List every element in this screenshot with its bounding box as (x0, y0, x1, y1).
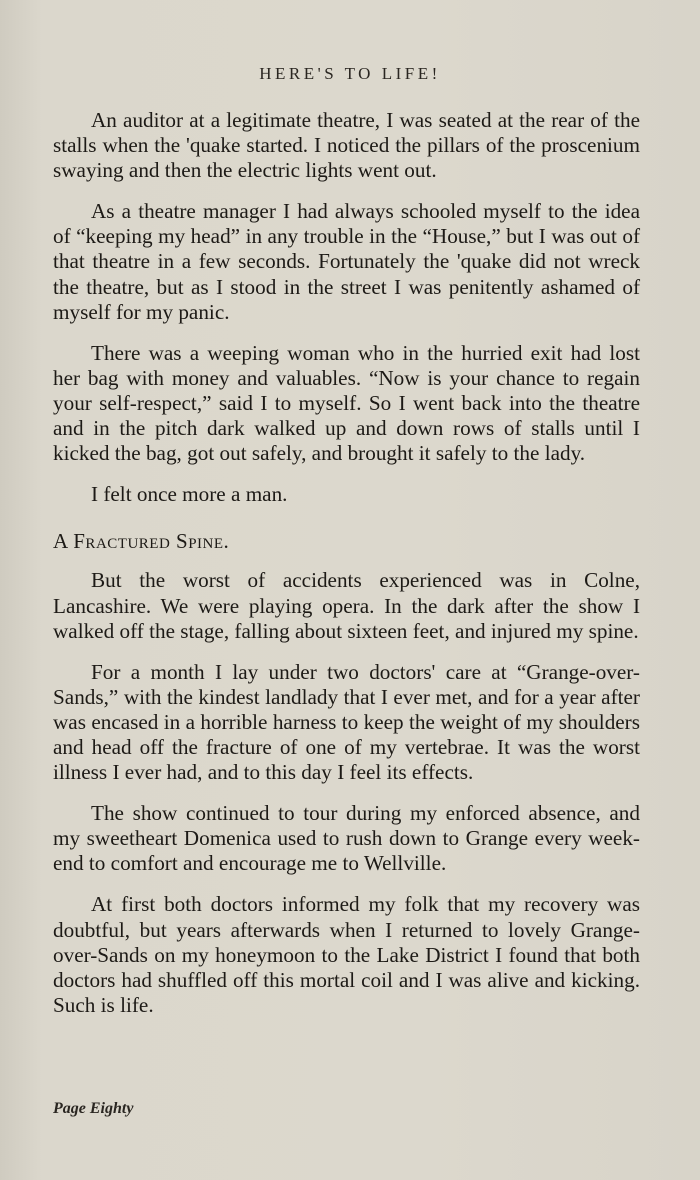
paragraph-keeping-head: As a theatre manager I had always schooled myself to the idea of “keeping my head” in any trouble in the “House,” but I was out of that theatre in a few seconds. Fortunately the 'quake did not wreck the theatre, but as I stood in the street I was penitently ashamed of myself for my panic. (53, 199, 640, 324)
page-number: Page Eighty (53, 1100, 134, 1117)
section-heading: A Fractured Spine. (53, 529, 230, 554)
paragraph-weeping-woman: There was a weeping woman who in the hurried exit had lost her bag with money and valuables. “Now is your chance to regain your self-respect,” said I to myself. So I went back into the theatre and in the pitch dark walked up and down rows of stalls until I kicked the bag, got out safely, and brought it safely to the lady. (53, 340, 640, 466)
paragraph-felt-a-man: I felt once more a man. (91, 482, 288, 507)
paragraph-grange-over-sands: For a month I lay under two doctors' care at “Grange-over-Sands,” with the kindest landlady that I ever met, and for a year after was encased in a horrible harness to keep the weight of my shoulders and head off the fracture of one of my vertebrae. It was the worst illness I ever had, and to this day I feel its effects. (53, 659, 640, 785)
body-text (53, 108, 640, 1034)
paragraph-show-continued: The show continued to tour during my enforced absence, and my sweetheart Domenica used to rush down to Grange every week-end to comfort and encourage me to Wellville. (53, 801, 640, 876)
paragraph-recovery: At first both doctors informed my folk that my recovery was doubtful, but years afterwards when I returned to lovely Grange-over-Sands on my honeymoon to the Lake District I found that both doctors had shuffled off this mortal coil and I was alive and kicking. Such is life. (53, 892, 640, 1017)
paragraph-colne-accident: But the worst of accidents experienced was in Colne, Lancashire. We were playing opera. In the dark after the show I walked off the stage, falling about sixteen feet, and injured my spine. (53, 568, 640, 643)
running-head: HERE'S TO LIFE! (259, 64, 441, 83)
paragraph-theatre-quake: An auditor at a legitimate theatre, I was seated at the rear of the stalls when the 'quake started. I noticed the pillars of the proscenium swaying and then the electric lights went out. (53, 108, 640, 183)
